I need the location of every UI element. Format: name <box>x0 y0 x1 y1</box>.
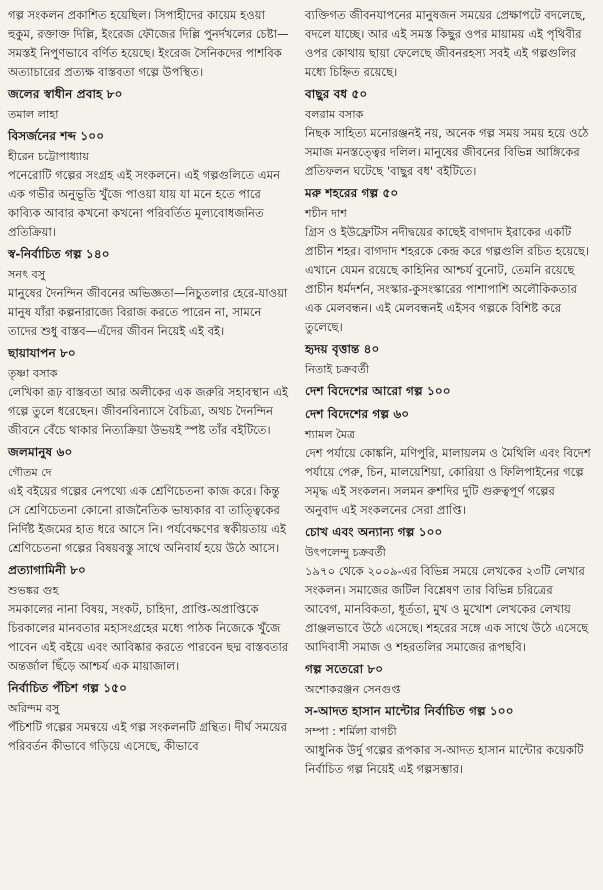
book-author: শুভঙ্কর গুহ <box>8 584 59 597</box>
book-author: সনৎ বসু <box>8 268 46 281</box>
book-entry <box>8 244 294 341</box>
book-description: লেখিকা রূঢ় বাস্তবতা আর অলীকের এক জরুরি সহাবস্থান এই গল্পে তুলে ধরেছেন। জীবনবিন্যাসে বৈচিত্র্য, অথচ দৈনন্দিন জীবনে বেঁচে থাকার নিত্যক্রিয়া উভয়ই স্পষ্ট তাঁর বইটিতে। <box>8 385 288 437</box>
book-entry <box>305 701 591 779</box>
book-author: হীরেন চট্টোপাধ্যায় <box>8 150 89 163</box>
book-title: হৃদয় বৃত্তান্ত ৪০ <box>305 342 380 356</box>
book-author: তৃষ্ণা বসাক <box>8 367 58 380</box>
book-author: উৎপলেন্দু চক্রবর্তী <box>305 546 386 559</box>
book-title: দেশ বিদেশের আরো গল্প ১০০ <box>305 384 451 398</box>
book-author: নিতাই চক্রবর্তী <box>305 363 370 376</box>
book-entry <box>305 183 591 337</box>
book-entry <box>305 381 591 402</box>
book-title: স্ব-নির্বাচিত গল্প ১৪০ <box>8 247 110 261</box>
book-description: মানুষের দৈনন্দিন জীবনের অভিজ্ঞতা—নিচুতলার হেরে-যাওয়া মানুষ যাঁরা কল্পনারাজ্যে বিরাজ করতে পারেন না, সামনে তাদের শুধু বাস্তব—এঁদের জীবন নিয়েই এই বই। <box>8 286 288 338</box>
book-description: দেশ পর্যায়ে কোঙ্কনি, মণিপুরি, মালায়লম ও মৈথিলি এবং বিদেশ পর্যায়ে পেরু, চিন, মালয়েশিয়া, কোরিয়া ও ফিলিপাইনের গল্পে সমৃদ্ধ এই সংকলন। সলমন রুশদির দুটি গুরুত্বপূর্ণ গল্পের অনুবাদ এই সংকলনের সেরা প্রাপ্তি। <box>305 446 591 517</box>
book-title: প্রত্যাগামিনী ৮০ <box>8 563 86 577</box>
book-entry <box>8 442 294 558</box>
book-description: গ্রিস ও ইউফ্রেটিস নদীদ্বয়ের কাছেই বাগদাদ ইরাকের একটি প্রাচীন শহর। বাগদাদ শহরকে কেন্দ্র করে গল্পগুলি রচিত হয়েছে। এখানে যেমন রয়েছে কাহিনির আশ্চর্য বুনোট, তেমনি রয়েছে প্রাচীন ধর্মদর্শন, সংস্কার-কুসংস্কারের পাশাপাশি অলৌকিকতার এক মেলবন্ধন। এই মেলবন্ধনই এইসব গল্পকে বিশিষ্ট করে তুলেছে। <box>305 225 590 334</box>
book-description: সমকালের নানা বিষয়, সংকট, চাহিদা, প্রাপ্তি-অপ্রাপ্তিকে চিরকালের মানবতার মহাসংগ্রহের মধ্যে পাঠক নিজেকে খুঁজে পাবেন এই বইয়ে এবং আবিষ্কার করতে পারবেন ছদ্ম বাস্তবতার অন্তর্জাল ছিঁড়ে আশ্চর্য এক মায়াজাল। <box>8 602 289 673</box>
book-title: স-আদত হাসান মান্টোর নির্বাচিত গল্প ১০০ <box>305 704 514 718</box>
book-entry <box>8 343 294 440</box>
book-author: তমাল লাহা <box>8 108 59 121</box>
left-column <box>8 6 294 779</box>
book-author: শ্যামল মৈত্র <box>305 428 356 441</box>
book-entry <box>305 84 591 181</box>
book-description: পনেরোটি গল্পের সংগ্রহ এই সংকলনে। এই গল্পগুলিতে এমন এক গভীর অনুভূতি খুঁজে পাওয়া যায় যা মনে হতে পারে কাব্যিক আবার কখনো কখনো পরিবর্তিত মূল্যবোধজনিত প্রতিক্রিয়া। <box>8 168 281 239</box>
intro-paragraph: গল্প সংকলন প্রকাশিত হয়েছিল। সিপাহীদের কায়েম হওয়া হুকুম, রক্তাক্ত দিল্লি, ইংরেজ ফৌজের দিল্লি পুনর্দখলের চেষ্টা—সমস্তই নিপুণভাবে বর্ণিত হয়েছে। ইংরেজ সৈনিকদের পাশবিক অত্যাচারের প্রত্যক্ষ বাস্তবতা গল্পে উপস্থিত। <box>8 8 289 79</box>
book-author: অরিন্দম বসু <box>8 702 60 715</box>
book-author: গৌতম দে <box>8 466 52 479</box>
book-entry <box>305 404 591 520</box>
two-column-layout <box>8 6 595 779</box>
book-title: জলের স্বাধীন প্রবাহ ৮০ <box>8 87 123 101</box>
book-author: শচীন দাশ <box>305 207 347 220</box>
book-entry <box>305 522 591 657</box>
intro-paragraph: ব্যক্তিগত জীবনযাপনের মানুষজন সময়ের প্রেক্ষাপটে বদলেছে, বদলে যাচ্ছে। আর এই সমস্ত কিছুর ওপর মায়াময় এই পৃথিবীর ওপর কোথায় ছায়া ফেলেছে জীবনরহস্য সবই এই গল্পগুলির মধ্যে চিহ্নিত রয়েছে। <box>305 8 586 79</box>
book-title: গল্প সতেরো ৮০ <box>305 662 384 676</box>
book-description: নিছক সাহিত্য মনোরঞ্জনই নয়, অনেক গল্প সময় সময় হয়ে ওঠে সমাজ মনস্তত্ত্বের দলিল। মানুষের জীবনের বিভিন্ন আঙ্গিকের প্রতিফলন ঘটেছে 'বাছুর বধ' বইটিতে। <box>305 126 589 178</box>
book-title: ছায়াযাপন ৮০ <box>8 346 76 360</box>
book-title: মরু শহরের গল্প ৫০ <box>305 186 399 200</box>
book-description: এই বইয়ের গল্পের নেপথ্যে এক শ্রেণিচেতনা কাজ করে। কিন্তু সে শ্রেণিচেতনা কোনো রাজনৈতিক ভাষ্যকার বা তাত্ত্বিকের নির্দিষ্ট ইজমের হাত ধরে আসে নি। পর্যবেক্ষণের স্বকীয়তায় এই শ্রেণিচেতনা গল্পের বিষয়বস্তু সাথে অনিবার্য হয়ে উঠে আসে। <box>8 484 287 555</box>
book-entry <box>8 84 294 124</box>
book-description: পঁচিশটি গল্পের সমন্বয়ে এই গল্প সংকলনটি গ্রন্থিত। দীর্ঘ সময়ের পরিবর্তন কীভাবে গড়িয়ে এসেছে, কীভাবে <box>8 720 287 753</box>
book-title: জলমানুষ ৬০ <box>8 445 73 459</box>
book-title: চোখ এবং অন্যান্য গল্প ১০০ <box>305 525 443 539</box>
book-description: আধুনিক উর্দু গল্পের রূপকার স-আদত হাসান মান্টোর কয়েকটি নির্বাচিত গল্প নিয়েই এই গল্পসম্ভার। <box>305 743 584 776</box>
book-entry <box>305 339 591 379</box>
book-entry <box>305 659 591 699</box>
book-title: নির্বাচিত পঁচিশ গল্প ১৫০ <box>8 681 127 695</box>
book-description: ১৯৭০ থেকে ২০০৯-এর বিভিন্ন সময়ে লেখকের ২৩টি লেখার সংকলন। সমাজের জটিল বিশ্লেষণ তার বিভিন্ন চরিত্রের আবেগ, মানবিকতা, ধূর্ততা, মুখ ও মুখোশ লেখকের লেখায় প্রাঞ্জলভাবে উঠে এসেছে। শহরের সঙ্গে এক সাথে উঠে এসেছে আদিবাসী সমাজ ও শহরতলির সমাজের রূপছবি। <box>305 564 589 654</box>
book-entry <box>8 560 294 676</box>
book-title: বিসর্জনের শব্দ ১০০ <box>8 129 105 143</box>
book-title: বাছুর বধ ৫০ <box>305 87 368 101</box>
book-author: বলরাম বসাক <box>305 108 364 121</box>
right-column <box>305 6 595 779</box>
book-entry <box>8 678 294 756</box>
book-entry <box>8 126 294 242</box>
book-title: দেশ বিদেশের গল্প ৬০ <box>305 407 410 421</box>
book-author: অশোকরঞ্জন সেনগুপ্ত <box>305 683 401 696</box>
book-author: সম্পা : শর্মিলা বাগচী <box>305 725 397 738</box>
